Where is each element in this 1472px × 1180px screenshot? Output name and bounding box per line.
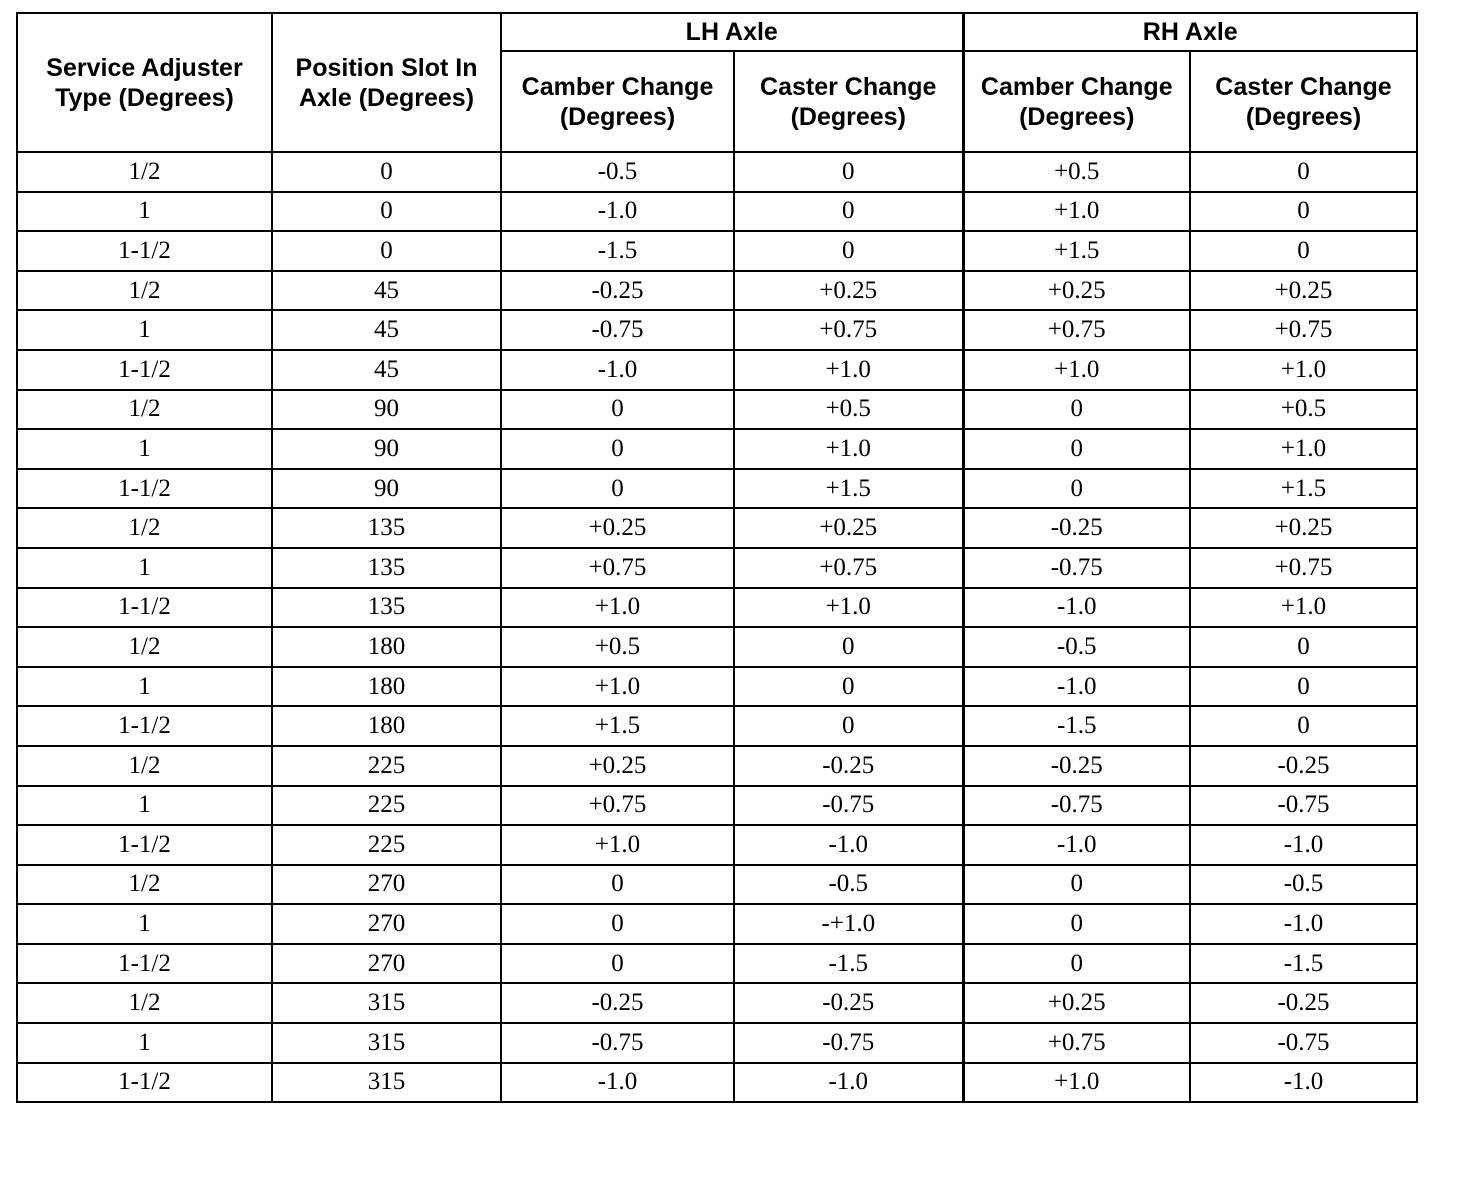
- cell-lh-camber: +0.25: [501, 746, 734, 786]
- cell-rh-camber: -1.0: [963, 667, 1190, 707]
- cell-rh-camber: -1.5: [963, 706, 1190, 746]
- cell-position-slot: 225: [272, 786, 501, 826]
- cell-position-slot: 45: [272, 350, 501, 390]
- cell-lh-caster: -1.5: [734, 944, 963, 984]
- cell-lh-caster: +0.5: [734, 390, 963, 430]
- cell-lh-caster: -0.75: [734, 786, 963, 826]
- cell-lh-camber: -1.0: [501, 350, 734, 390]
- cell-position-slot: 270: [272, 944, 501, 984]
- cell-lh-camber: +0.25: [501, 508, 734, 548]
- cell-lh-camber: +0.75: [501, 548, 734, 588]
- header-rh-camber-change: Camber Change (Degrees): [963, 51, 1190, 152]
- cell-rh-caster: -0.25: [1190, 746, 1417, 786]
- cell-lh-camber: -0.25: [501, 271, 734, 311]
- cell-lh-caster: +0.25: [734, 508, 963, 548]
- cell-rh-camber: +0.75: [963, 310, 1190, 350]
- cell-lh-caster: 0: [734, 152, 963, 192]
- cell-lh-caster: -0.75: [734, 1023, 963, 1063]
- cell-lh-caster: -0.5: [734, 865, 963, 905]
- cell-rh-camber: -0.5: [963, 627, 1190, 667]
- cell-position-slot: 315: [272, 1063, 501, 1103]
- table-row: [17, 310, 1417, 350]
- cell-adjuster-type: 1/2: [17, 390, 272, 430]
- cell-lh-caster: +0.75: [734, 310, 963, 350]
- cell-position-slot: 0: [272, 231, 501, 271]
- cell-rh-caster: -1.0: [1190, 1063, 1417, 1103]
- table-row: [17, 944, 1417, 984]
- cell-position-slot: 180: [272, 667, 501, 707]
- cell-lh-camber: -0.5: [501, 152, 734, 192]
- cell-rh-caster: -1.5: [1190, 944, 1417, 984]
- cell-position-slot: 315: [272, 1023, 501, 1063]
- cell-rh-camber: -0.75: [963, 548, 1190, 588]
- cell-adjuster-type: 1/2: [17, 508, 272, 548]
- cell-lh-camber: -1.0: [501, 192, 734, 232]
- cell-position-slot: 135: [272, 508, 501, 548]
- cell-rh-caster: +1.0: [1190, 350, 1417, 390]
- cell-adjuster-type: 1: [17, 310, 272, 350]
- table-row: [17, 469, 1417, 509]
- cell-lh-camber: +1.0: [501, 588, 734, 628]
- cell-lh-camber: -0.75: [501, 310, 734, 350]
- cell-rh-camber: -0.25: [963, 508, 1190, 548]
- cell-lh-caster: -0.25: [734, 746, 963, 786]
- cell-position-slot: 180: [272, 706, 501, 746]
- table-body: [17, 152, 1417, 1102]
- cell-adjuster-type: 1-1/2: [17, 469, 272, 509]
- table-row: [17, 667, 1417, 707]
- cell-lh-caster: 0: [734, 627, 963, 667]
- cell-rh-camber: 0: [963, 390, 1190, 430]
- cell-rh-camber: +1.5: [963, 231, 1190, 271]
- cell-adjuster-type: 1/2: [17, 983, 272, 1023]
- cell-rh-camber: -0.75: [963, 786, 1190, 826]
- cell-rh-camber: +1.0: [963, 350, 1190, 390]
- cell-adjuster-type: 1-1/2: [17, 944, 272, 984]
- cell-lh-caster: +0.75: [734, 548, 963, 588]
- cell-position-slot: 0: [272, 192, 501, 232]
- cell-position-slot: 90: [272, 390, 501, 430]
- document-page: [16, 12, 1416, 1103]
- cell-position-slot: 270: [272, 904, 501, 944]
- cell-adjuster-type: 1/2: [17, 152, 272, 192]
- cell-adjuster-type: 1-1/2: [17, 350, 272, 390]
- cell-rh-camber: +1.0: [963, 192, 1190, 232]
- cell-lh-camber: -0.25: [501, 983, 734, 1023]
- cell-adjuster-type: 1: [17, 904, 272, 944]
- cell-adjuster-type: 1: [17, 667, 272, 707]
- cell-lh-camber: -0.75: [501, 1023, 734, 1063]
- cell-position-slot: 90: [272, 429, 501, 469]
- cell-lh-camber: +1.0: [501, 825, 734, 865]
- cell-rh-camber: +1.0: [963, 1063, 1190, 1103]
- table-row: [17, 588, 1417, 628]
- cell-lh-caster: -+1.0: [734, 904, 963, 944]
- cell-adjuster-type: 1: [17, 786, 272, 826]
- cell-rh-camber: -0.25: [963, 746, 1190, 786]
- cell-lh-caster: 0: [734, 667, 963, 707]
- cell-rh-camber: 0: [963, 904, 1190, 944]
- header-lh-caster-change: Caster Change (Degrees): [734, 51, 963, 152]
- cell-position-slot: 90: [272, 469, 501, 509]
- cell-adjuster-type: 1-1/2: [17, 1063, 272, 1103]
- table-row: [17, 350, 1417, 390]
- cell-lh-camber: +0.75: [501, 786, 734, 826]
- cell-rh-caster: 0: [1190, 152, 1417, 192]
- table-row: [17, 548, 1417, 588]
- cell-position-slot: 0: [272, 152, 501, 192]
- cell-rh-caster: -0.5: [1190, 865, 1417, 905]
- cell-lh-camber: +1.5: [501, 706, 734, 746]
- table-row: [17, 865, 1417, 905]
- header-adjuster-type: Service Adjuster Type (Degrees): [17, 13, 272, 152]
- cell-position-slot: 225: [272, 746, 501, 786]
- table-row: [17, 825, 1417, 865]
- table-row: [17, 786, 1417, 826]
- cell-lh-camber: 0: [501, 865, 734, 905]
- cell-lh-camber: -1.0: [501, 1063, 734, 1103]
- cell-rh-caster: +0.75: [1190, 548, 1417, 588]
- cell-position-slot: 45: [272, 310, 501, 350]
- cell-lh-caster: -1.0: [734, 1063, 963, 1103]
- cell-position-slot: 270: [272, 865, 501, 905]
- cell-lh-caster: -1.0: [734, 825, 963, 865]
- table-row: [17, 192, 1417, 232]
- cell-rh-caster: -0.75: [1190, 1023, 1417, 1063]
- cell-adjuster-type: 1/2: [17, 271, 272, 311]
- table-row: [17, 746, 1417, 786]
- header-rh-caster-change: Caster Change (Degrees): [1190, 51, 1417, 152]
- cell-adjuster-type: 1-1/2: [17, 825, 272, 865]
- table-row: [17, 1023, 1417, 1063]
- cell-lh-camber: 0: [501, 390, 734, 430]
- cell-rh-camber: +0.5: [963, 152, 1190, 192]
- table-row: [17, 429, 1417, 469]
- cell-lh-caster: +1.0: [734, 350, 963, 390]
- cell-rh-caster: 0: [1190, 667, 1417, 707]
- cell-lh-caster: 0: [734, 706, 963, 746]
- cell-rh-camber: 0: [963, 865, 1190, 905]
- cell-adjuster-type: 1-1/2: [17, 706, 272, 746]
- cell-lh-caster: +1.5: [734, 469, 963, 509]
- cell-lh-caster: +0.25: [734, 271, 963, 311]
- cell-rh-camber: 0: [963, 469, 1190, 509]
- cell-rh-camber: 0: [963, 429, 1190, 469]
- table-row: [17, 390, 1417, 430]
- cell-adjuster-type: 1-1/2: [17, 231, 272, 271]
- cell-adjuster-type: 1-1/2: [17, 588, 272, 628]
- cell-adjuster-type: 1: [17, 548, 272, 588]
- table-row: [17, 1063, 1417, 1103]
- table-row: [17, 271, 1417, 311]
- cell-adjuster-type: 1/2: [17, 746, 272, 786]
- cell-position-slot: 135: [272, 588, 501, 628]
- cell-rh-caster: +1.0: [1190, 429, 1417, 469]
- cell-position-slot: 45: [272, 271, 501, 311]
- cell-rh-camber: -1.0: [963, 588, 1190, 628]
- cell-rh-caster: +0.25: [1190, 508, 1417, 548]
- cell-rh-caster: -0.75: [1190, 786, 1417, 826]
- table-row: [17, 231, 1417, 271]
- cell-lh-camber: 0: [501, 904, 734, 944]
- cell-lh-camber: 0: [501, 944, 734, 984]
- cell-adjuster-type: 1: [17, 192, 272, 232]
- cell-lh-camber: 0: [501, 469, 734, 509]
- cell-adjuster-type: 1/2: [17, 865, 272, 905]
- cell-rh-caster: +0.75: [1190, 310, 1417, 350]
- cell-lh-camber: -1.5: [501, 231, 734, 271]
- cell-rh-caster: +0.25: [1190, 271, 1417, 311]
- cell-rh-caster: +1.5: [1190, 469, 1417, 509]
- cell-rh-camber: +0.25: [963, 983, 1190, 1023]
- table-row: [17, 706, 1417, 746]
- table-row: [17, 904, 1417, 944]
- cell-lh-caster: 0: [734, 231, 963, 271]
- cell-lh-caster: -0.25: [734, 983, 963, 1023]
- cell-lh-caster: +1.0: [734, 429, 963, 469]
- cell-adjuster-type: 1: [17, 429, 272, 469]
- cell-position-slot: 225: [272, 825, 501, 865]
- cell-rh-camber: -1.0: [963, 825, 1190, 865]
- cell-position-slot: 315: [272, 983, 501, 1023]
- cell-lh-camber: 0: [501, 429, 734, 469]
- cell-rh-caster: 0: [1190, 706, 1417, 746]
- cell-rh-caster: -0.25: [1190, 983, 1417, 1023]
- table-row: [17, 983, 1417, 1023]
- cell-rh-camber: +0.75: [963, 1023, 1190, 1063]
- header-rh-axle: RH Axle: [963, 13, 1417, 51]
- table-row: [17, 627, 1417, 667]
- header-lh-camber-change: Camber Change (Degrees): [501, 51, 734, 152]
- header-lh-axle: LH Axle: [501, 13, 963, 51]
- cell-adjuster-type: 1: [17, 1023, 272, 1063]
- cell-rh-caster: +0.5: [1190, 390, 1417, 430]
- cell-lh-camber: +0.5: [501, 627, 734, 667]
- table-row: [17, 508, 1417, 548]
- cell-lh-camber: +1.0: [501, 667, 734, 707]
- header-position-slot: Position Slot In Axle (Degrees): [272, 13, 501, 152]
- cell-position-slot: 135: [272, 548, 501, 588]
- cell-lh-caster: +1.0: [734, 588, 963, 628]
- cell-rh-caster: 0: [1190, 192, 1417, 232]
- table-row: [17, 152, 1417, 192]
- adjuster-table: [16, 12, 1418, 1103]
- cell-rh-camber: +0.25: [963, 271, 1190, 311]
- cell-rh-camber: 0: [963, 944, 1190, 984]
- cell-position-slot: 180: [272, 627, 501, 667]
- cell-adjuster-type: 1/2: [17, 627, 272, 667]
- cell-lh-caster: 0: [734, 192, 963, 232]
- cell-rh-caster: -1.0: [1190, 904, 1417, 944]
- cell-rh-caster: -1.0: [1190, 825, 1417, 865]
- cell-rh-caster: 0: [1190, 231, 1417, 271]
- cell-rh-caster: 0: [1190, 627, 1417, 667]
- cell-rh-caster: +1.0: [1190, 588, 1417, 628]
